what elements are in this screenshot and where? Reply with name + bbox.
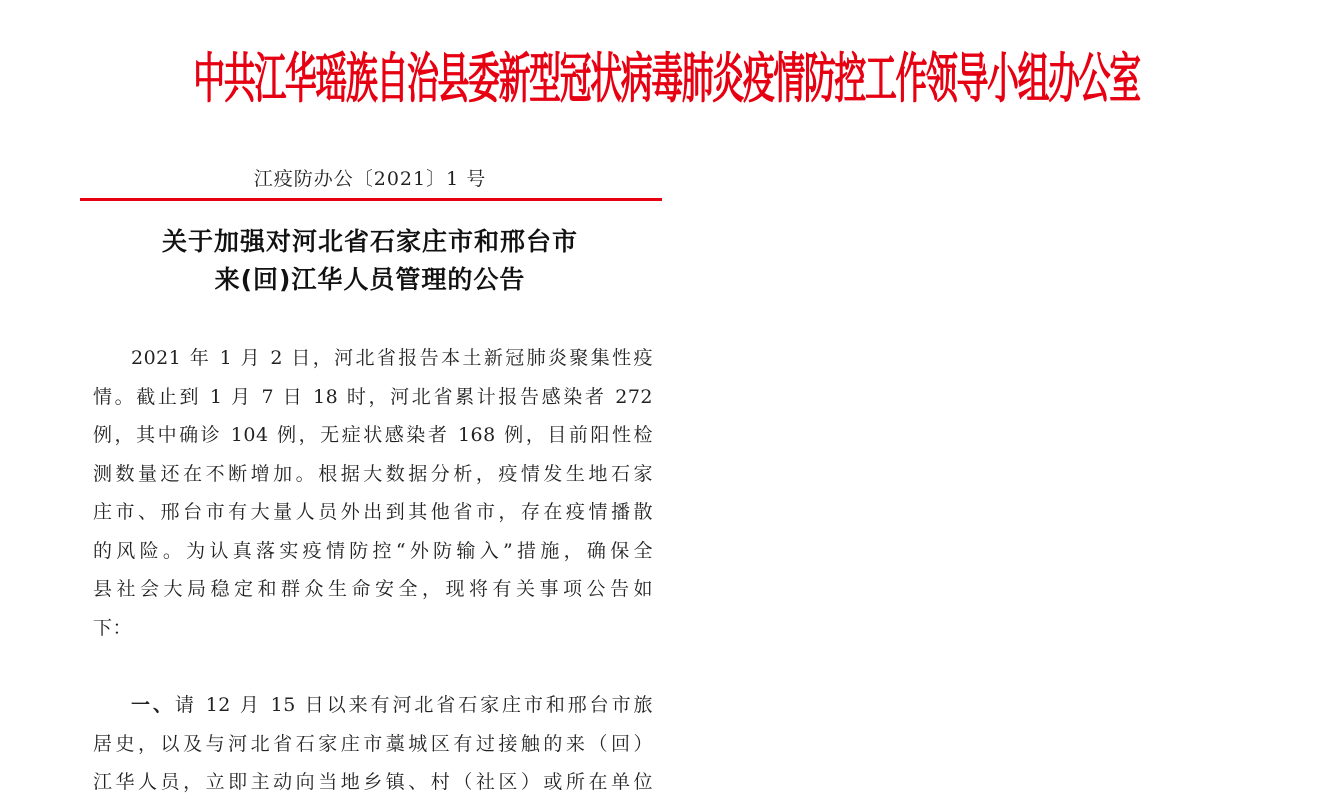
item-number-lead: 一、 [131,694,175,716]
red-divider-line [80,198,662,201]
paragraph-line: 下： [93,616,133,639]
paragraph-line: 测数量还在不断增加。根据大数据分析，疫情发生地石家 [93,462,653,485]
paragraph-line: 情。截止到 1 月 7 日 18 时，河北省累计报告感染者 272 [93,385,653,408]
paragraph-line: 庄市、邢台市有大量人员外出到其他省市，存在疫情播散 [93,501,653,523]
organization-name: 中共江华瑶族自治县委新型冠状病毒肺炎疫情防控工作领导小组办公室 [193,46,1140,111]
paragraph-line-with-lead [93,686,653,725]
paragraph-line: 的风险。为认真落实疫情防控“外防输入”措施，确保全 [93,539,653,562]
paragraph-line: 县社会大局稳定和群众生命安全，现将有关事项公告如 [93,578,653,600]
paragraph-line-text: 请 12 月 15 日以来有河北省石家庄市和邢台市旅 [174,694,653,716]
paragraph-1 [93,339,653,647]
paragraph-line: 江华人员，立即主动向当地乡镇、村（社区）或所在单位 [93,771,653,793]
red-header-organization [0,34,1140,124]
paragraph-line: 居史，以及与河北省石家庄市藁城区有过接触的来（回） [93,732,653,755]
document-title-line-1: 关于加强对河北省石家庄市和邢台市 [161,227,578,256]
document-title-line-2: 来(回)江华人员管理的公告 [214,265,526,294]
paragraph-2 [93,686,653,802]
paragraph-line: 例，其中确诊 104 例，无症状感染者 168 例，目前阳性检 [93,424,653,446]
paragraph-line: 2021 年 1 月 2 日，河北省报告本土新冠肺炎聚集性疫 [131,347,653,369]
document-number: 江疫防办公〔2021〕1 号 [253,168,487,190]
